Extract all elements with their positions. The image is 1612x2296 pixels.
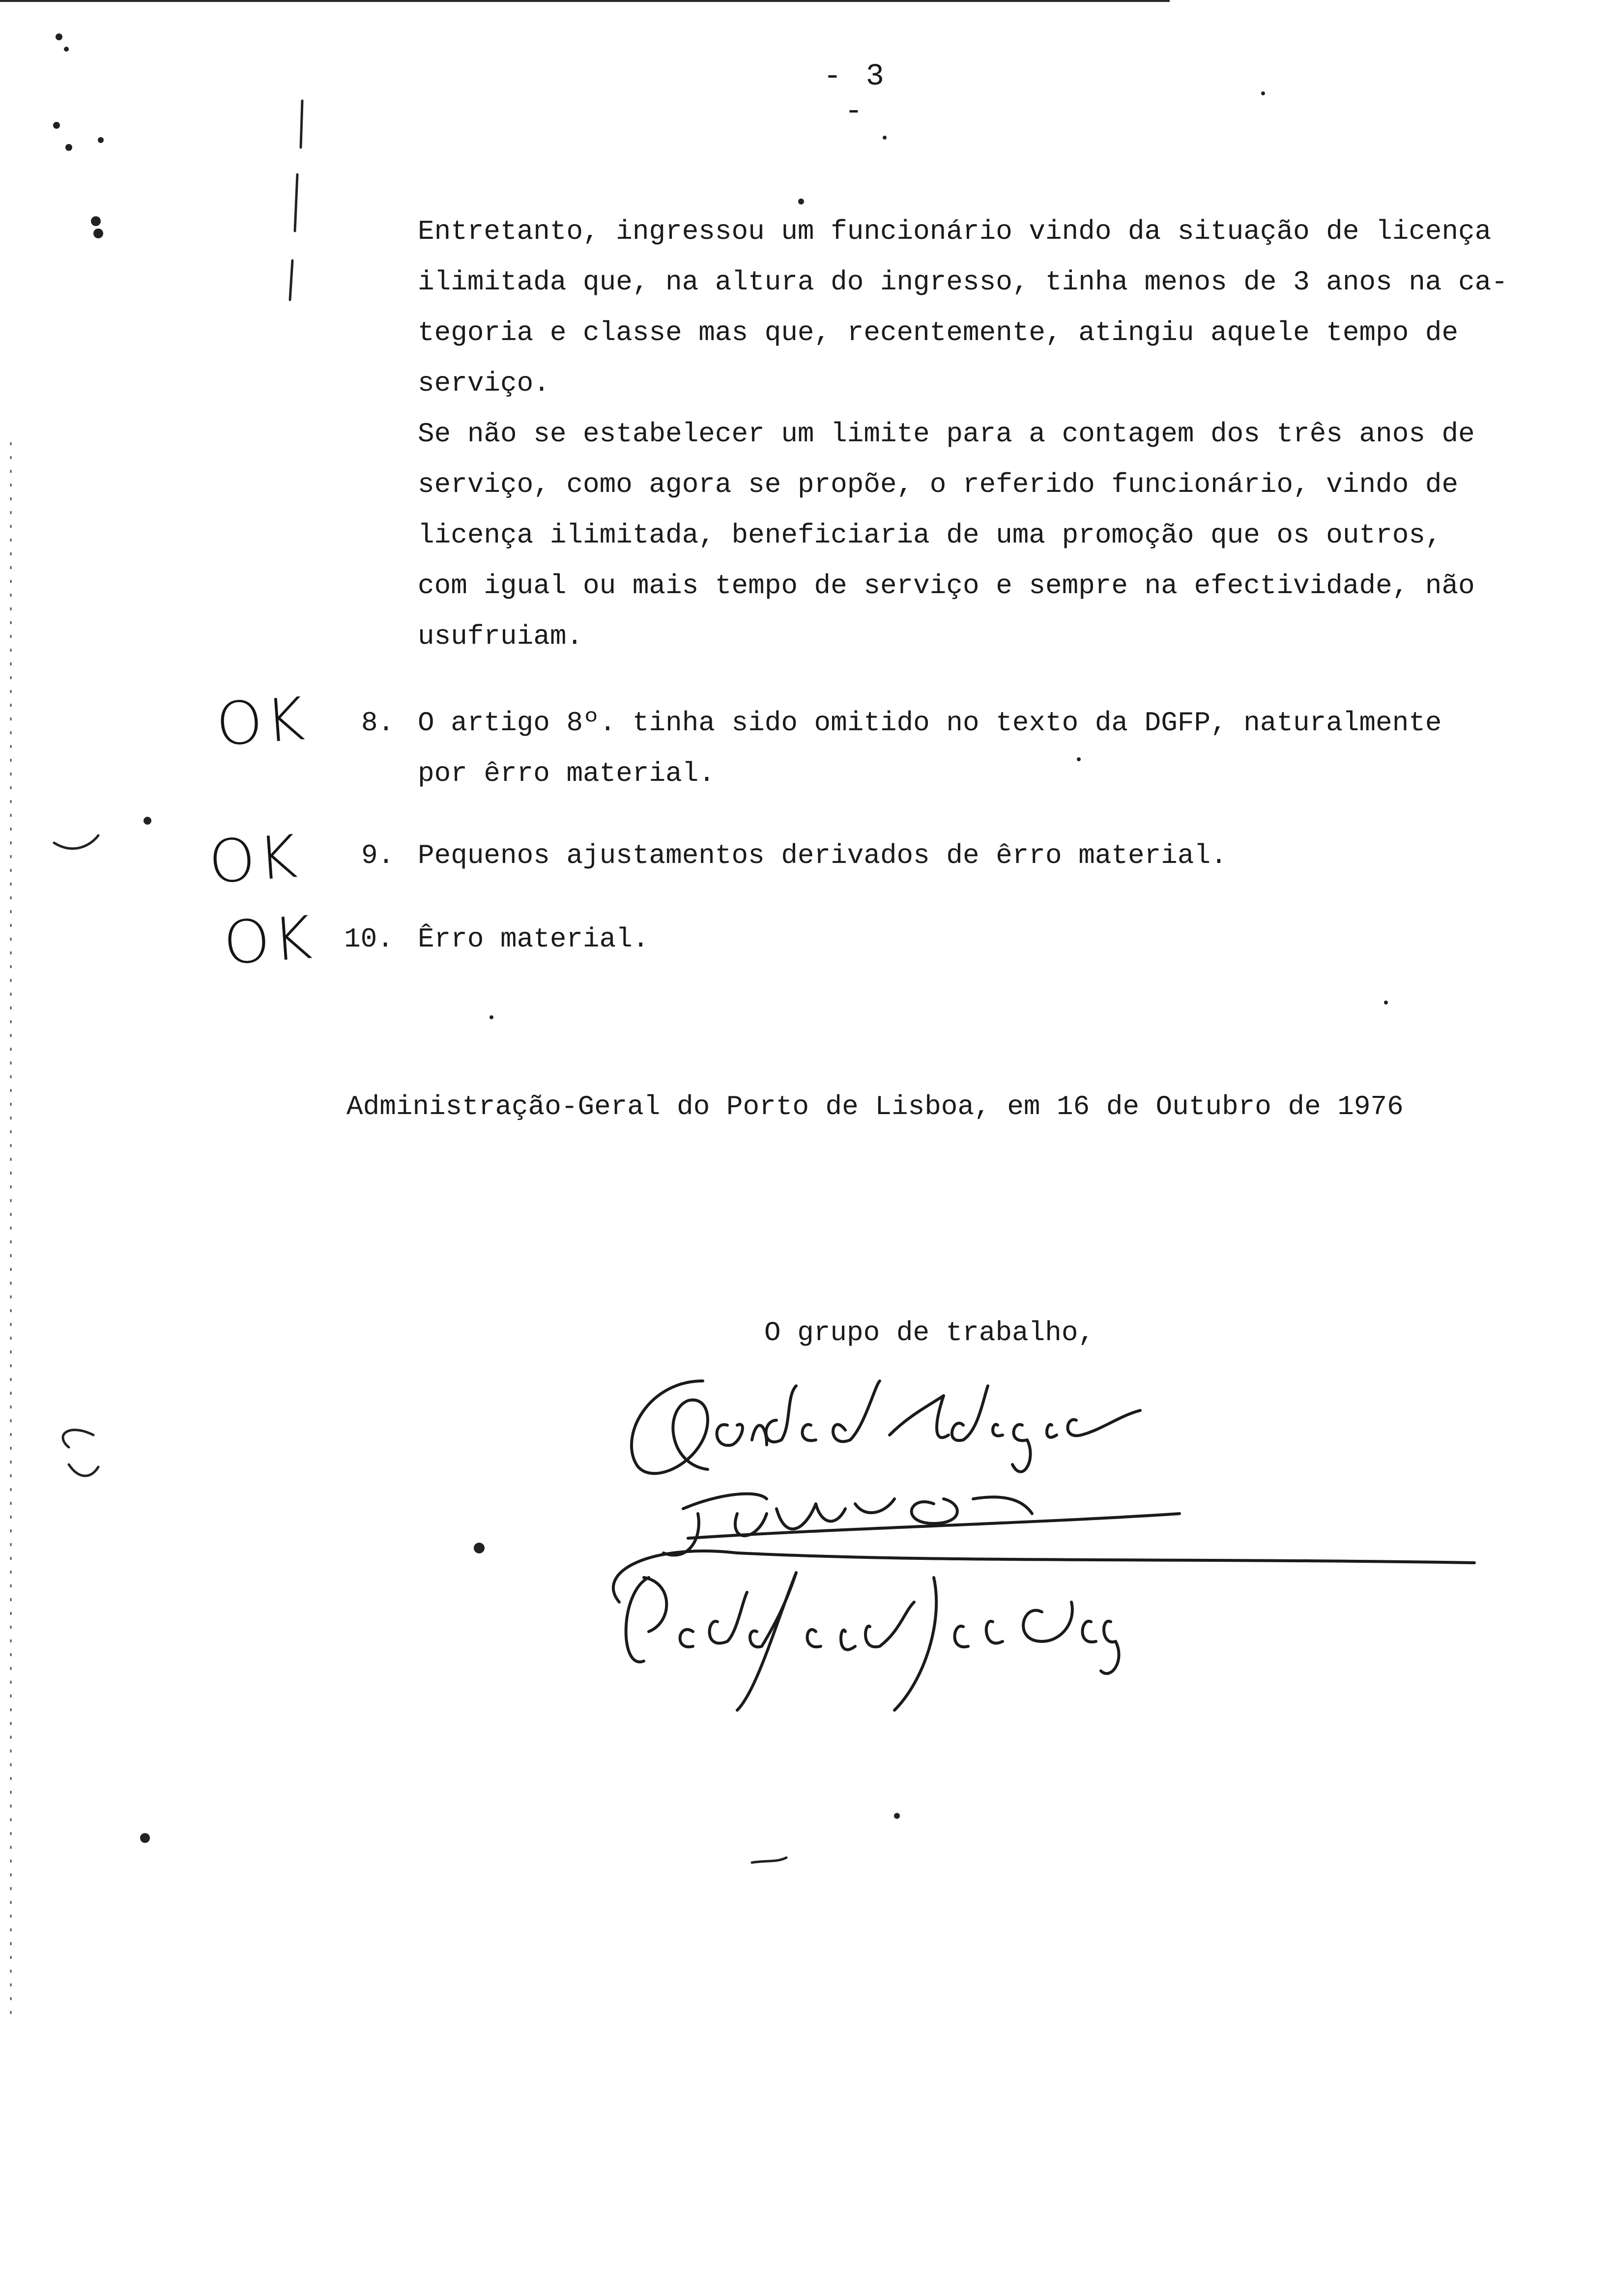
signature-3 bbox=[626, 1573, 1119, 1710]
paragraph-line: serviço, como agora se propõe, o referido funcionário, vindo de bbox=[418, 469, 1459, 500]
paragraph-line: tegoria e classe mas que, recentemente, atingiu aquele tempo de bbox=[418, 317, 1459, 348]
paragraph-line: com igual ou mais tempo de serviço e sempre na efectividade, não bbox=[418, 570, 1475, 602]
signature-flourish bbox=[613, 1551, 1474, 1602]
item-number: 9. bbox=[361, 840, 395, 871]
item-number: 8. bbox=[361, 707, 395, 739]
handwritten-ok-note: OK bbox=[214, 685, 310, 760]
paragraph-line: ilimitada que, na altura do ingresso, tinha menos de 3 anos na ca- bbox=[418, 266, 1508, 298]
paragraph-line: licença ilimitada, beneficiaria de uma promoção que os outros, bbox=[418, 519, 1442, 551]
paragraph-line: usufruiam. bbox=[418, 621, 583, 652]
item-text-line: por êrro material. bbox=[418, 758, 715, 789]
item-number: 10. bbox=[344, 923, 394, 955]
handwritten-ok-note: OK bbox=[206, 822, 302, 897]
signature-1 bbox=[632, 1381, 1140, 1473]
paragraph-line: Entretanto, ingressou um funcionário vindo da situação de licença bbox=[418, 216, 1492, 247]
item-text-line: Pequenos ajustamentos derivados de êrro material. bbox=[418, 840, 1227, 871]
item-text-line: Êrro material. bbox=[418, 923, 649, 955]
signatures bbox=[590, 1366, 1548, 1769]
paragraph-line: Se não se estabelecer um limite para a contagem dos três anos de bbox=[418, 418, 1475, 450]
closing-line: Administração-Geral do Porto de Lisboa, em 16 de Outubro de 1976 bbox=[346, 1091, 1404, 1122]
handwritten-ok-note: OK bbox=[221, 903, 317, 978]
paragraph-line: serviço. bbox=[418, 368, 550, 399]
signatory-label: O grupo de trabalho, bbox=[764, 1317, 1095, 1349]
signature-2 bbox=[663, 1494, 1180, 1555]
page-number: - 3 - bbox=[823, 59, 887, 129]
item-text-line: O artigo 8º. tinha sido omitido no texto da DGFP, naturalmente bbox=[418, 707, 1442, 739]
top-rule bbox=[0, 0, 1170, 2]
